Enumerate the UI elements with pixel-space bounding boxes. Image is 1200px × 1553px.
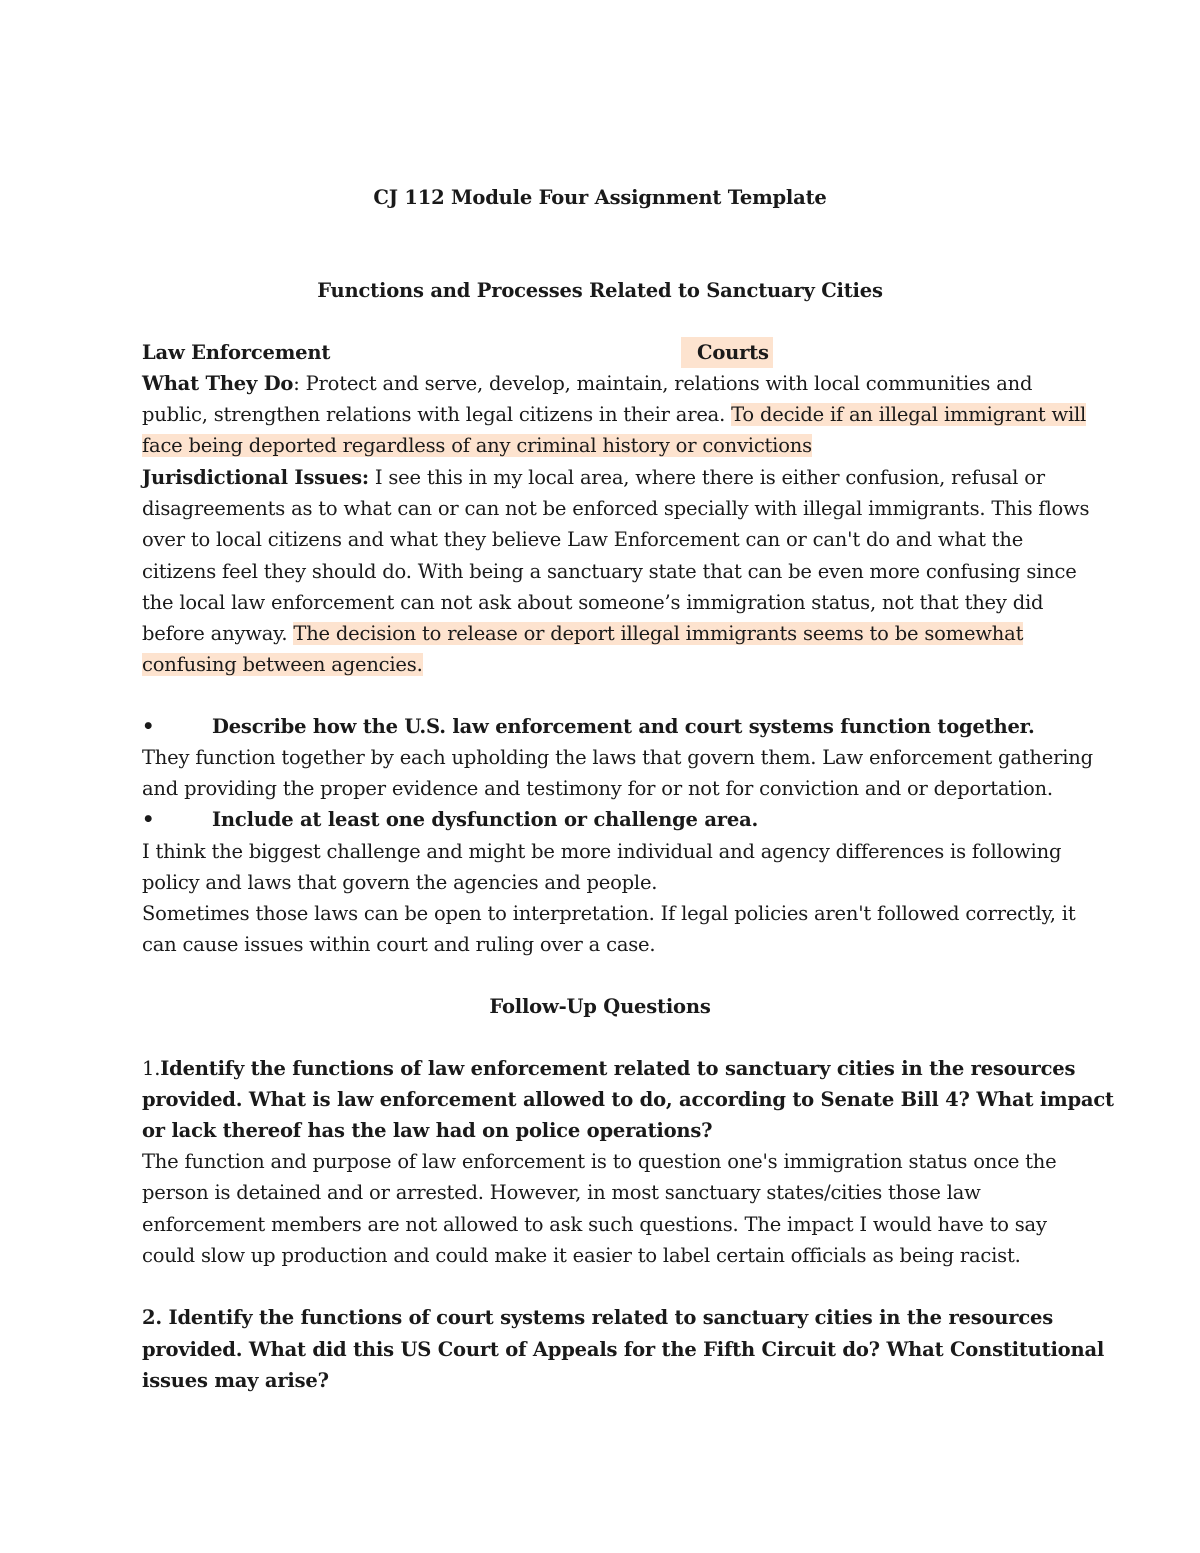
column-header-law-enforcement: Law Enforcement xyxy=(142,341,331,364)
bullet-heading-2: • Include at least one dysfunction or challenge area. xyxy=(142,804,758,835)
column-header-courts: Courts xyxy=(681,337,773,368)
document-subtitle: Functions and Processes Related to Sanctuary Cities xyxy=(317,279,883,302)
answer-1-line: The function and purpose of law enforcement is to question one's immigration status once the xyxy=(142,1150,1057,1173)
question-1-line: 1.Identify the functions of law enforcement related to sanctuary cities in the resources xyxy=(142,1057,1076,1080)
question-2-line: 2. Identify the functions of court systems related to sanctuary cities in the resources xyxy=(142,1306,1054,1329)
bullet-1-body-line: They function together by each upholding the laws that govern them. Law enforcement gathering xyxy=(142,746,1093,769)
what-they-do-line-3 xyxy=(142,430,812,461)
what-they-do-label: What They Do xyxy=(142,372,294,395)
bullet-heading-1: • Describe how the U.S. law enforcement and court systems function together. xyxy=(142,711,1035,742)
jurisdictional-line-6: before anyway. The decision to release or deport illegal immigrants seems to be somewhat xyxy=(142,622,1024,645)
bullet-2-body-line: I think the biggest challenge and might be more individual and agency differences is following xyxy=(142,840,1062,863)
answer-1-line: person is detained and or arrested. However, in most sanctuary states/cities those law xyxy=(142,1181,981,1204)
document-title: CJ 112 Module Four Assignment Template xyxy=(373,186,827,209)
bullet-2-body-line: policy and laws that govern the agencies and people. xyxy=(142,871,658,894)
jurisdictional-line-3: over to local citizens and what they believe Law Enforcement can or can't do and what the xyxy=(142,528,1024,551)
question-1-line: or lack thereof has the law had on police operations? xyxy=(142,1119,713,1142)
question-2-line: provided. What did this US Court of Appeals for the Fifth Circuit do? What Constitutional xyxy=(142,1338,1105,1361)
question-1-number: 1. xyxy=(142,1057,161,1080)
jurisdictional-line-1: Jurisdictional Issues: I see this in my local area, where there is either confusion, refusal or xyxy=(142,466,1045,489)
bullet-2-body-line: can cause issues within court and ruling over a case. xyxy=(142,933,656,956)
courts-highlight-text: confusing between agencies. xyxy=(142,653,423,676)
bullet-marker: • xyxy=(142,808,155,831)
courts-highlight-text: face being deported regardless of any criminal history or convictions xyxy=(142,434,812,457)
bullet-1-body-line: and providing the proper evidence and testimony for or not for conviction and or deportation. xyxy=(142,777,1053,800)
jurisdictional-line-2: disagreements as to what can or can not be enforced specially with illegal immigrants. This flows xyxy=(142,497,1090,520)
jurisdictional-line-7 xyxy=(142,649,423,680)
what-they-do-line-2: public, strengthen relations with legal citizens in their area. To decide if an illegal immigrant will xyxy=(142,403,1087,426)
courts-highlight-text: The decision to release or deport illegal immigrants seems to be somewhat xyxy=(293,622,1024,645)
jurisdictional-line-4: citizens feel they should do. With being a sanctuary state that can be even more confusing since xyxy=(142,560,1077,583)
answer-1-line: enforcement members are not allowed to ask such questions. The impact I would have to say xyxy=(142,1213,1047,1236)
bullet-marker: • xyxy=(142,715,155,738)
jurisdictional-label: Jurisdictional Issues: xyxy=(142,466,369,489)
question-2-line: issues may arise? xyxy=(142,1369,329,1392)
what-they-do-line-1: What They Do: Protect and serve, develop, maintain, relations with local communities and xyxy=(142,372,1033,395)
follow-up-heading: Follow-Up Questions xyxy=(489,995,711,1018)
jurisdictional-line-5: the local law enforcement can not ask about someone’s immigration status, not that they did xyxy=(142,591,1044,614)
bullet-2-body-line: Sometimes those laws can be open to interpretation. If legal policies aren't followed correctly, it xyxy=(142,902,1076,925)
courts-highlight-text: To decide if an illegal immigrant will xyxy=(731,403,1087,426)
answer-1-line: could slow up production and could make it easier to label certain officials as being racist. xyxy=(142,1244,1021,1267)
question-1-line: provided. What is law enforcement allowed to do, according to Senate Bill 4? What impact xyxy=(142,1088,1114,1111)
